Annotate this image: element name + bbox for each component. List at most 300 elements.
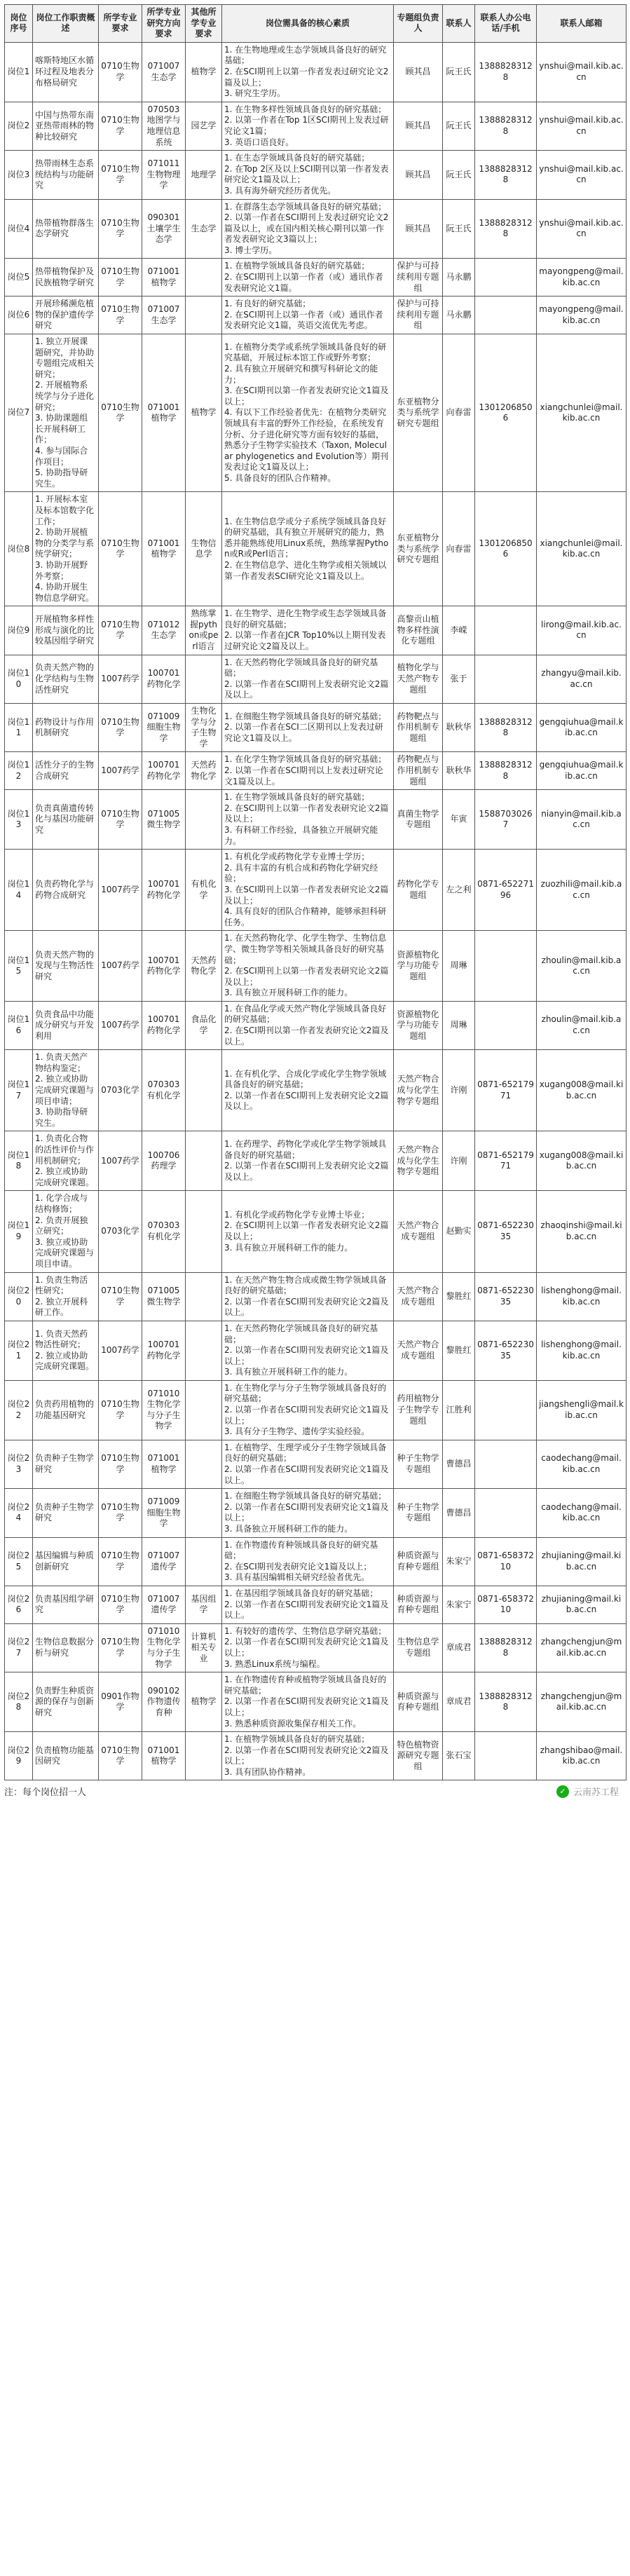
row-other (186, 297, 222, 334)
table-row (5, 1380, 626, 1440)
row-duty: 负责野生种质资源的保存与创新研究 (33, 1672, 99, 1732)
row-other: 生态学 (186, 199, 222, 259)
row-phone (475, 297, 537, 334)
table-row (5, 151, 626, 199)
row-other: 植物学 (186, 42, 222, 102)
row-phone: 0871-65227196 (475, 850, 537, 931)
row-duty: 1. 开展标本室及标本馆数字化工作； 2. 协助开展植物的分类学与系统学研究； 3. 协助开展野外考察； 4. 协助开展生物信息学研究。 (33, 492, 99, 606)
row-requirements: 1. 在植物学、生理学或分子生物学领域具备良好的研究基础； 2. 以第一作者在SCI期刊发表研究论文1篇及以上。 (222, 1440, 394, 1488)
row-other (186, 1537, 222, 1586)
table-row (5, 850, 626, 931)
row-other: 园艺学 (186, 102, 222, 150)
row-lead: 顾其昌 (394, 151, 443, 199)
row-requirements: 1. 在天然药物化学领域具备良好的研究基础； 2. 以第一作者在SCI期刊上发表研究论文2篇及以上。 (222, 655, 394, 703)
row-requirements: 1. 在生态学领域具备良好的研究基础； 2. 在Top 2区及以上SCI期刊以第一作者发表研究论文1篇及以上； 3. 具有海外研究经历者优先。 (222, 151, 394, 199)
row-contact: 章成君 (443, 1672, 475, 1732)
row-major: 1007药学 (99, 1001, 142, 1049)
row-id: 岗位23 (5, 1440, 33, 1488)
row-email[interactable]: lishenghong@mail.kib.ac.cn (537, 1272, 626, 1321)
row-contact: 许刚 (443, 1131, 475, 1191)
row-phone (475, 1380, 537, 1440)
row-id: 岗位17 (5, 1050, 33, 1131)
row-lead: 顾其昌 (394, 42, 443, 102)
watermark (556, 1785, 626, 1798)
row-id: 岗位29 (5, 1732, 33, 1780)
row-email[interactable]: zhaoqinshi@mail.kib.ac.cn (537, 1191, 626, 1272)
row-requirements: 1. 在天然产物生物合成或微生物学领域具备良好的研究基础； 2. 以第一作者在SCI期刊发表研究论文2篇及以上。 (222, 1272, 394, 1321)
row-duty: 负责药用植物的功能基因研究 (33, 1380, 99, 1440)
table-row (5, 704, 626, 752)
row-contact: 向春雷 (443, 334, 475, 492)
wechat-icon: ✓ (556, 1785, 569, 1798)
row-phone: 13012068506 (475, 334, 537, 492)
row-email[interactable]: ynshui@mail.kib.ac.cn (537, 151, 626, 199)
row-duty: 负责食品中功能成分研究与开发利用 (33, 1001, 99, 1049)
row-lead: 特色植物资源研究专题组 (394, 1732, 443, 1780)
row-id: 岗位19 (5, 1191, 33, 1272)
row-direction: 071010生物化学与分子生物学 (142, 1623, 186, 1672)
row-requirements: 1. 有较好的遗传学、生物信息学研究基础； 2. 以第一作者在SCI期刊发表研究论文1篇及以上； 3. 熟悉Linux系统与编程。 (222, 1623, 394, 1672)
row-other: 植物学 (186, 334, 222, 492)
row-contact: 年寅 (443, 790, 475, 850)
row-id: 岗位14 (5, 850, 33, 931)
row-id: 岗位11 (5, 704, 33, 752)
row-requirements: 1. 在基因组学领域具备良好的研究基础； 2. 以第一作者在SCI期刊发表研究论文1篇及以上。 (222, 1586, 394, 1623)
row-major: 0710生物学 (99, 297, 142, 334)
row-phone: 13888283128 (475, 102, 537, 150)
footer (4, 1785, 626, 1798)
row-lead: 种质资源与育种专题组 (394, 1672, 443, 1732)
row-contact: 耿秋华 (443, 752, 475, 790)
row-duty: 生物信息数据分析与研究 (33, 1623, 99, 1672)
row-major: 0710生物学 (99, 492, 142, 606)
table-row (5, 1489, 626, 1537)
row-lead: 植物化学与天然产物专题组 (394, 655, 443, 703)
row-contact: 阮王氏 (443, 102, 475, 150)
table-row (5, 931, 626, 1002)
row-direction: 100706药理学 (142, 1131, 186, 1191)
table-row (5, 790, 626, 850)
row-email[interactable]: ynshui@mail.kib.ac.cn (537, 42, 626, 102)
row-email[interactable]: ynshui@mail.kib.ac.cn (537, 199, 626, 259)
row-lead: 顾其昌 (394, 102, 443, 150)
row-major: 0710生物学 (99, 42, 142, 102)
row-lead: 药物化学专题组 (394, 850, 443, 931)
row-contact: 黎胜红 (443, 1321, 475, 1380)
row-other (186, 1440, 222, 1488)
row-email[interactable]: mayongpeng@mail.kib.ac.cn (537, 297, 626, 334)
row-requirements: 1. 有机化学或药物化学专业博士毕业； 2. 在SCI期刊上以第一作者发表研究论文2篇及以上； 3. 具有独立开展科研工作的能力。 (222, 1191, 394, 1272)
row-duty: 开展珍稀濒危植物的保护遗传学研究 (33, 297, 99, 334)
table-row (5, 752, 626, 790)
row-duty: 负责真菌遗传转化与基因功能研究 (33, 790, 99, 850)
row-contact: 江胜利 (443, 1380, 475, 1440)
row-phone: 0871-65837210 (475, 1537, 537, 1586)
table-body (5, 42, 626, 1780)
row-phone (475, 1732, 537, 1780)
row-contact: 阮王氏 (443, 199, 475, 259)
row-requirements: 1. 在生物学领域具备良好的研究基础； 2. 在SCI期刊上以第一作者发表研究论文2篇及以上； 3. 有科研工作经验，具备独立开展研究能力。 (222, 790, 394, 850)
row-direction: 090301土壤学生态学 (142, 199, 186, 259)
header-requirements: 岗位需具备的核心素质 (222, 5, 394, 43)
row-major: 0710生物学 (99, 1380, 142, 1440)
row-requirements: 1. 在细胞生物学领域具备良好的研究基础； 2. 以第一作者在SCI二区期刊以上发表过研究论文1篇及以上。 (222, 704, 394, 752)
row-email[interactable]: gengqiuhua@mail.kib.ac.cn (537, 752, 626, 790)
row-direction: 100701药物化学 (142, 655, 186, 703)
row-duty: 基因编辑与种质创新研究 (33, 1537, 99, 1586)
row-direction: 100701药物化学 (142, 931, 186, 1002)
row-lead: 天然产物合成专题组 (394, 1321, 443, 1380)
row-other (186, 1380, 222, 1440)
row-major: 1007药学 (99, 850, 142, 931)
row-phone: 13888283128 (475, 151, 537, 199)
row-other (186, 1272, 222, 1321)
row-direction: 071007遗传学 (142, 1586, 186, 1623)
row-contact: 周琳 (443, 1001, 475, 1049)
row-id: 岗位2 (5, 102, 33, 150)
row-other: 地理学 (186, 151, 222, 199)
row-phone (475, 606, 537, 655)
row-major: 1007药学 (99, 1131, 142, 1191)
row-direction: 071011生物物理学 (142, 151, 186, 199)
row-email[interactable]: zhujianing@mail.kib.ac.cn (537, 1537, 626, 1586)
row-id: 岗位5 (5, 259, 33, 297)
row-direction: 070303有机化学 (142, 1191, 186, 1272)
row-id: 岗位1 (5, 42, 33, 102)
row-phone: 13012068506 (475, 492, 537, 606)
row-id: 岗位22 (5, 1380, 33, 1440)
table-row (5, 199, 626, 259)
row-email[interactable]: zhangyu@mail.kib.ac.cn (537, 655, 626, 703)
row-lead: 顾其昌 (394, 199, 443, 259)
row-other (186, 1321, 222, 1380)
row-other: 植物学 (186, 1672, 222, 1732)
row-lead: 资源植物化学与功能专题组 (394, 1001, 443, 1049)
row-phone (475, 655, 537, 703)
row-lead: 种质资源与育种专题组 (394, 1586, 443, 1623)
row-requirements: 1. 在作物遗传育种领域具备良好的研究基础； 2. 在SCI期刊发表研究论文1篇及以上； 3. 具有基因编辑相关研究经验者优先。 (222, 1537, 394, 1586)
row-duty: 中国与热带东南亚热带雨林的物种比较研究 (33, 102, 99, 150)
row-phone (475, 1489, 537, 1537)
row-phone (475, 259, 537, 297)
row-other (186, 1489, 222, 1537)
row-major: 0710生物学 (99, 102, 142, 150)
row-other: 熟练掌握python或perl语言 (186, 606, 222, 655)
row-other (186, 1732, 222, 1780)
row-contact: 马永鹏 (443, 259, 475, 297)
row-email[interactable]: xugang008@mail.kib.ac.cn (537, 1050, 626, 1131)
row-major: 1007药学 (99, 1321, 142, 1380)
header-duty: 岗位工作职责概述 (33, 5, 99, 43)
row-email[interactable]: caodechang@mail.kib.ac.cn (537, 1440, 626, 1488)
row-other (186, 1131, 222, 1191)
row-lead: 种子生物学专题组 (394, 1440, 443, 1488)
row-email[interactable]: xiangchunlei@mail.kib.ac.cn (537, 334, 626, 492)
row-lead: 天然产物合成专题组 (394, 1272, 443, 1321)
row-id: 岗位3 (5, 151, 33, 199)
table-row (5, 1440, 626, 1488)
row-duty: 活性分子的生物合成研究 (33, 752, 99, 790)
table-row (5, 102, 626, 150)
row-requirements: 1. 在生物学、进化生物学或生态学领域具备良好的研究基础； 2. 以第一作者在JCR Top10%以上期刊发表过研究论文2篇及以上。 (222, 606, 394, 655)
row-phone: 0871-65217971 (475, 1050, 537, 1131)
row-major: 0710生物学 (99, 199, 142, 259)
row-duty: 负责天然产物的发现与生物活性研究 (33, 931, 99, 1002)
row-phone: 15887030267 (475, 790, 537, 850)
row-id: 岗位8 (5, 492, 33, 606)
row-lead: 生物信息学专题组 (394, 1623, 443, 1672)
row-email[interactable]: nianyin@mail.kib.ac.cn (537, 790, 626, 850)
row-email[interactable]: lirong@mail.kib.ac.cn (537, 606, 626, 655)
row-other: 天然药物化学 (186, 752, 222, 790)
row-lead: 种质资源与育种专题组 (394, 1537, 443, 1586)
row-direction: 071001植物学 (142, 1732, 186, 1780)
row-requirements: 1. 在植物分类学或系统学领域具备良好的研究基础，开展过标本馆工作或野外考察； 2. 具有独立开展研究和撰写科研论文的能力； 3. 在SCI期刊以第一作者发表研究论文1篇及以上； 4. 有以下工作经验者优先：在植物分类研究领域具有丰富的野外工作经验，在系统发育分析、分子进化研究等方面有较好的基础，熟悉分子生物学实验技术（Taxon, Molecular phylogenetics and Evolution等）期刊发表过论文1篇及以上； 5. 具备良好的团队合作精神。 (222, 334, 394, 492)
row-lead: 药物靶点与作用机制专题组 (394, 752, 443, 790)
row-requirements: 1. 有良好的研究基础； 2. 在SCI期刊上以第一作者（或）通讯作者发表研究论文1篇，英语交流优先考虑。 (222, 297, 394, 334)
table-row (5, 1732, 626, 1780)
row-email[interactable]: zhangchengjun@mail.kib.ac.cn (537, 1672, 626, 1732)
row-requirements: 1. 在细胞生物学领域具备良好的研究基础； 2. 以第一作者在SCI期刊发表研究论文1篇及以上； 3. 具备独立开展科研工作的能力。 (222, 1489, 394, 1537)
row-email[interactable]: zhoulin@mail.kib.ac.cn (537, 1001, 626, 1049)
row-lead: 天然产物合成与化学生物学专题组 (394, 1050, 443, 1131)
row-id: 岗位12 (5, 752, 33, 790)
row-major: 0710生物学 (99, 1623, 142, 1672)
row-duty: 1. 独立开展课题研究，并协助专题组完成相关研究； 2. 开展植物系统学与分子进化研究； 3. 协助课题组长开展科研工作； 4. 参与国际合作项目； 5. 协助指导研究生。 (33, 334, 99, 492)
header-direction: 所学专业研究方向要求 (142, 5, 186, 43)
row-lead: 保护与可持续利用专题组 (394, 297, 443, 334)
row-email[interactable]: caodechang@mail.kib.ac.cn (537, 1489, 626, 1537)
row-direction: 070503地图学与地理信息系统 (142, 102, 186, 150)
row-id: 岗位10 (5, 655, 33, 703)
table-row (5, 1623, 626, 1672)
row-contact: 赵勤实 (443, 1191, 475, 1272)
row-direction: 100701药物化学 (142, 1321, 186, 1380)
row-id: 岗位27 (5, 1623, 33, 1672)
row-direction: 071007遗传学 (142, 1537, 186, 1586)
row-major: 0710生物学 (99, 1272, 142, 1321)
row-direction: 071005微生物学 (142, 790, 186, 850)
row-email[interactable]: zuozhili@mail.kib.ac.cn (537, 850, 626, 931)
row-email[interactable]: gengqiuhua@mail.kib.ac.cn (537, 704, 626, 752)
row-duty: 1. 负责天然药物活性研究； 2. 独立或协助完成研究课题。 (33, 1321, 99, 1380)
positions-table (4, 4, 626, 1780)
row-phone (475, 1440, 537, 1488)
table-row (5, 1321, 626, 1380)
row-direction: 071009细胞生物学 (142, 704, 186, 752)
row-id: 岗位7 (5, 334, 33, 492)
row-major: 1007药学 (99, 931, 142, 1002)
row-duty: 负责天然产物的化学结构与生物活性研究 (33, 655, 99, 703)
row-direction: 071009细胞生物学 (142, 1489, 186, 1537)
table-row (5, 1586, 626, 1623)
table-row (5, 1191, 626, 1272)
row-email[interactable]: mayongpeng@mail.kib.ac.cn (537, 259, 626, 297)
row-major: 0710生物学 (99, 259, 142, 297)
row-direction: 100701药物化学 (142, 752, 186, 790)
row-lead: 资源植物化学与功能专题组 (394, 931, 443, 1002)
row-contact: 李嵘 (443, 606, 475, 655)
row-requirements: 1. 在化学生物学领域具备良好的研究基础； 2. 以第一作者在SCI期刊以上发表过研究论文1篇及以上。 (222, 752, 394, 790)
row-lead: 真菌生物学专题组 (394, 790, 443, 850)
row-requirements: 1. 在有机化学、合成化学或化学生物学领域具备良好的研究基础； 2. 以第一作者在SCI期刊上发表研究论文2篇及以上。 (222, 1050, 394, 1131)
row-requirements: 1. 在植物学领域具备良好的研究基础； 2. 以第一作者在SCI期刊发表研究论文2篇及以上； 3. 具有团队协作精神。 (222, 1732, 394, 1780)
row-id: 岗位18 (5, 1131, 33, 1191)
row-requirements: 1. 在生物信息学或分子系统学领域具备良好的研究基础，具有独立开展研究的能力，熟悉并能熟练使用Linux系统，熟练掌握Python或R或Perl语言； 2. 在生物信息学、进化生物学或相关领域以第一作者发表SCI研究论文1篇及以上。 (222, 492, 394, 606)
row-duty: 喀斯特地区水循环过程及地表分布格局研究 (33, 42, 99, 102)
row-direction: 090102作物遗传育种 (142, 1672, 186, 1732)
table-row (5, 334, 626, 492)
row-email[interactable]: zhangshibao@mail.kib.ac.cn (537, 1732, 626, 1780)
row-direction: 071005微生物学 (142, 1272, 186, 1321)
row-major: 0710生物学 (99, 1537, 142, 1586)
row-requirements: 1. 有机化学或药物化学专业博士学历； 2. 具有丰富的有机合成和药物化学研究经验； 3. 在SCI期刊上以第一作者发表研究论文2篇及以上； 4. 具有良好的团队合作精神，能够承担科研任务。 (222, 850, 394, 931)
table-row (5, 1001, 626, 1049)
row-email[interactable]: xiangchunlei@mail.kib.ac.cn (537, 492, 626, 606)
row-id: 岗位20 (5, 1272, 33, 1321)
table-row (5, 1050, 626, 1131)
header-other: 其他所学专业要求 (186, 5, 222, 43)
row-id: 岗位15 (5, 931, 33, 1002)
row-email[interactable]: jiangshengli@mail.kib.ac.cn (537, 1380, 626, 1440)
row-phone: 13888283128 (475, 1672, 537, 1732)
row-duty: 1. 负责生物活性研究； 2. 独立开展科研工作。 (33, 1272, 99, 1321)
row-direction: 070303有机化学 (142, 1050, 186, 1131)
row-other (186, 655, 222, 703)
row-major: 1007药学 (99, 655, 142, 703)
row-lead: 高黎贡山植物多样性演化专题组 (394, 606, 443, 655)
row-duty: 1. 负责化合物的活性评价与作用机制研究； 2. 独立或协助完成研究课题。 (33, 1131, 99, 1191)
row-major: 0703化学 (99, 1191, 142, 1272)
row-major: 0703化学 (99, 1050, 142, 1131)
row-phone: 13888283128 (475, 752, 537, 790)
row-requirements: 1. 在天然药物化学、化学生物学、生物信息学、微生物学等相关领域具备良好的研究基础； 2. 在SCI期刊上以第一作者发表研究论文2篇及以上； 3. 具有独立开展科研工作的能力。 (222, 931, 394, 1002)
row-phone: 13888283128 (475, 199, 537, 259)
row-direction: 071001植物学 (142, 1440, 186, 1488)
row-requirements: 1. 在药理学、药物化学或化学生物学领域具备良好的研究基础； 2. 以第一作者在SCI期刊上发表研究论文2篇及以上。 (222, 1131, 394, 1191)
footnote-text: 注：每个岗位招一人 (4, 1787, 87, 1799)
row-contact: 张石宝 (443, 1732, 475, 1780)
row-other (186, 790, 222, 850)
row-direction: 071001植物学 (142, 259, 186, 297)
row-requirements: 1. 在天然药物化学领域具备良好的研究基础； 2. 以第一作者在SCI期刊发表研究论文1篇及以上； 3. 具有独立开展科研工作的能力。 (222, 1321, 394, 1380)
row-requirements: 1. 在生物地理或生态学领域具备良好的研究基础； 2. 在SCI期刊上以第一作者发表过研究论文2篇及以上； 3. 研究生学历。 (222, 42, 394, 102)
row-email[interactable]: zhangchengjun@mail.kib.ac.cn (537, 1623, 626, 1672)
header-lead: 专题组负责人 (394, 5, 443, 43)
row-other: 食品化学 (186, 1001, 222, 1049)
row-phone: 13888283128 (475, 42, 537, 102)
row-contact: 耿秋华 (443, 704, 475, 752)
row-phone (475, 1001, 537, 1049)
row-duty: 热带雨林生态系统结构与功能研究 (33, 151, 99, 199)
row-contact: 左之利 (443, 850, 475, 931)
row-phone: 13888283128 (475, 704, 537, 752)
row-id: 岗位4 (5, 199, 33, 259)
header-id: 岗位序号 (5, 5, 33, 43)
row-major: 0710生物学 (99, 790, 142, 850)
table-row (5, 42, 626, 102)
row-id: 岗位25 (5, 1537, 33, 1586)
row-contact: 阮王氏 (443, 151, 475, 199)
table-row (5, 1131, 626, 1191)
row-major: 0710生物学 (99, 606, 142, 655)
row-requirements: 1. 在生物多样性领域具备良好的研究基础； 2. 以第一作者在Top 1区SCI期刊上发表过研究论文1篇； 3. 英语口语良好。 (222, 102, 394, 150)
row-duty: 热带植物保护及民族植物学研究 (33, 259, 99, 297)
row-other: 天然药物化学 (186, 931, 222, 1002)
row-duty: 1. 负责天然产物结构鉴定； 2. 独立或协助完成研究课题与项目申请； 3. 协助指导研究生。 (33, 1050, 99, 1131)
row-lead: 东亚植物分类与系统学研究专题组 (394, 492, 443, 606)
row-contact: 许刚 (443, 1050, 475, 1131)
row-direction: 071010生物化学与分子生物学 (142, 1380, 186, 1440)
row-contact: 阮王氏 (443, 42, 475, 102)
row-phone: 13888283128 (475, 1623, 537, 1672)
header-major: 所学专业要求 (99, 5, 142, 43)
row-major: 0710生物学 (99, 334, 142, 492)
row-id: 岗位26 (5, 1586, 33, 1623)
row-direction: 100701药物化学 (142, 850, 186, 931)
row-email[interactable]: lishenghong@mail.kib.ac.cn (537, 1321, 626, 1380)
row-major: 0901作物学 (99, 1672, 142, 1732)
row-duty: 热带植物群落生态学研究 (33, 199, 99, 259)
row-duty: 负责基因组学研究 (33, 1586, 99, 1623)
row-email[interactable]: zhoulin@mail.kib.ac.cn (537, 931, 626, 1002)
row-phone: 0871-65223035 (475, 1272, 537, 1321)
row-duty: 负责种子生物学研究 (33, 1489, 99, 1537)
row-lead: 药物靶点与作用机制专题组 (394, 704, 443, 752)
row-other (186, 1191, 222, 1272)
row-phone: 0871-65223035 (475, 1191, 537, 1272)
row-id: 岗位13 (5, 790, 33, 850)
row-other: 计算机相关专业 (186, 1623, 222, 1672)
row-requirements: 1. 在食品化学或天然产物化学领域具备良好的研究基础； 2. 在SCI期刊以第一作者发表研究论文2篇及以上。 (222, 1001, 394, 1049)
row-phone (475, 931, 537, 1002)
header-phone: 联系人办公电话/手机 (475, 5, 537, 43)
row-contact: 曹德昌 (443, 1489, 475, 1537)
row-email[interactable]: xugang008@mail.kib.ac.cn (537, 1131, 626, 1191)
row-contact: 朱家宁 (443, 1586, 475, 1623)
row-duty: 负责植物功能基因研究 (33, 1732, 99, 1780)
row-other: 基因组学 (186, 1586, 222, 1623)
row-email[interactable]: zhujianing@mail.kib.ac.cn (537, 1586, 626, 1623)
row-requirements: 1. 在植物学领域具备良好的研究基础； 2. 在SCI期刊上以第一作者（或）通讯作者发表研究论文1篇。 (222, 259, 394, 297)
row-direction: 071012生态学 (142, 606, 186, 655)
row-lead: 种子生物学专题组 (394, 1489, 443, 1537)
row-major: 0710生物学 (99, 704, 142, 752)
row-direction: 071001植物学 (142, 334, 186, 492)
row-phone: 0871-65217971 (475, 1131, 537, 1191)
row-contact: 张于 (443, 655, 475, 703)
row-major: 0710生物学 (99, 1489, 142, 1537)
row-id: 岗位21 (5, 1321, 33, 1380)
row-contact: 朱家宁 (443, 1537, 475, 1586)
table-row (5, 1537, 626, 1586)
table-row (5, 606, 626, 655)
row-id: 岗位24 (5, 1489, 33, 1537)
row-other (186, 259, 222, 297)
row-major: 0710生物学 (99, 1732, 142, 1780)
row-contact: 向春雷 (443, 492, 475, 606)
row-lead: 东亚植物分类与系统学研究专题组 (394, 334, 443, 492)
row-contact: 曹德昌 (443, 1440, 475, 1488)
row-major: 0710生物学 (99, 151, 142, 199)
row-id: 岗位16 (5, 1001, 33, 1049)
row-contact: 章成君 (443, 1623, 475, 1672)
row-other: 生物信息学 (186, 492, 222, 606)
row-email[interactable]: ynshui@mail.kib.ac.cn (537, 102, 626, 150)
row-id: 岗位6 (5, 297, 33, 334)
row-other (186, 1050, 222, 1131)
row-lead: 保护与可持续利用专题组 (394, 259, 443, 297)
